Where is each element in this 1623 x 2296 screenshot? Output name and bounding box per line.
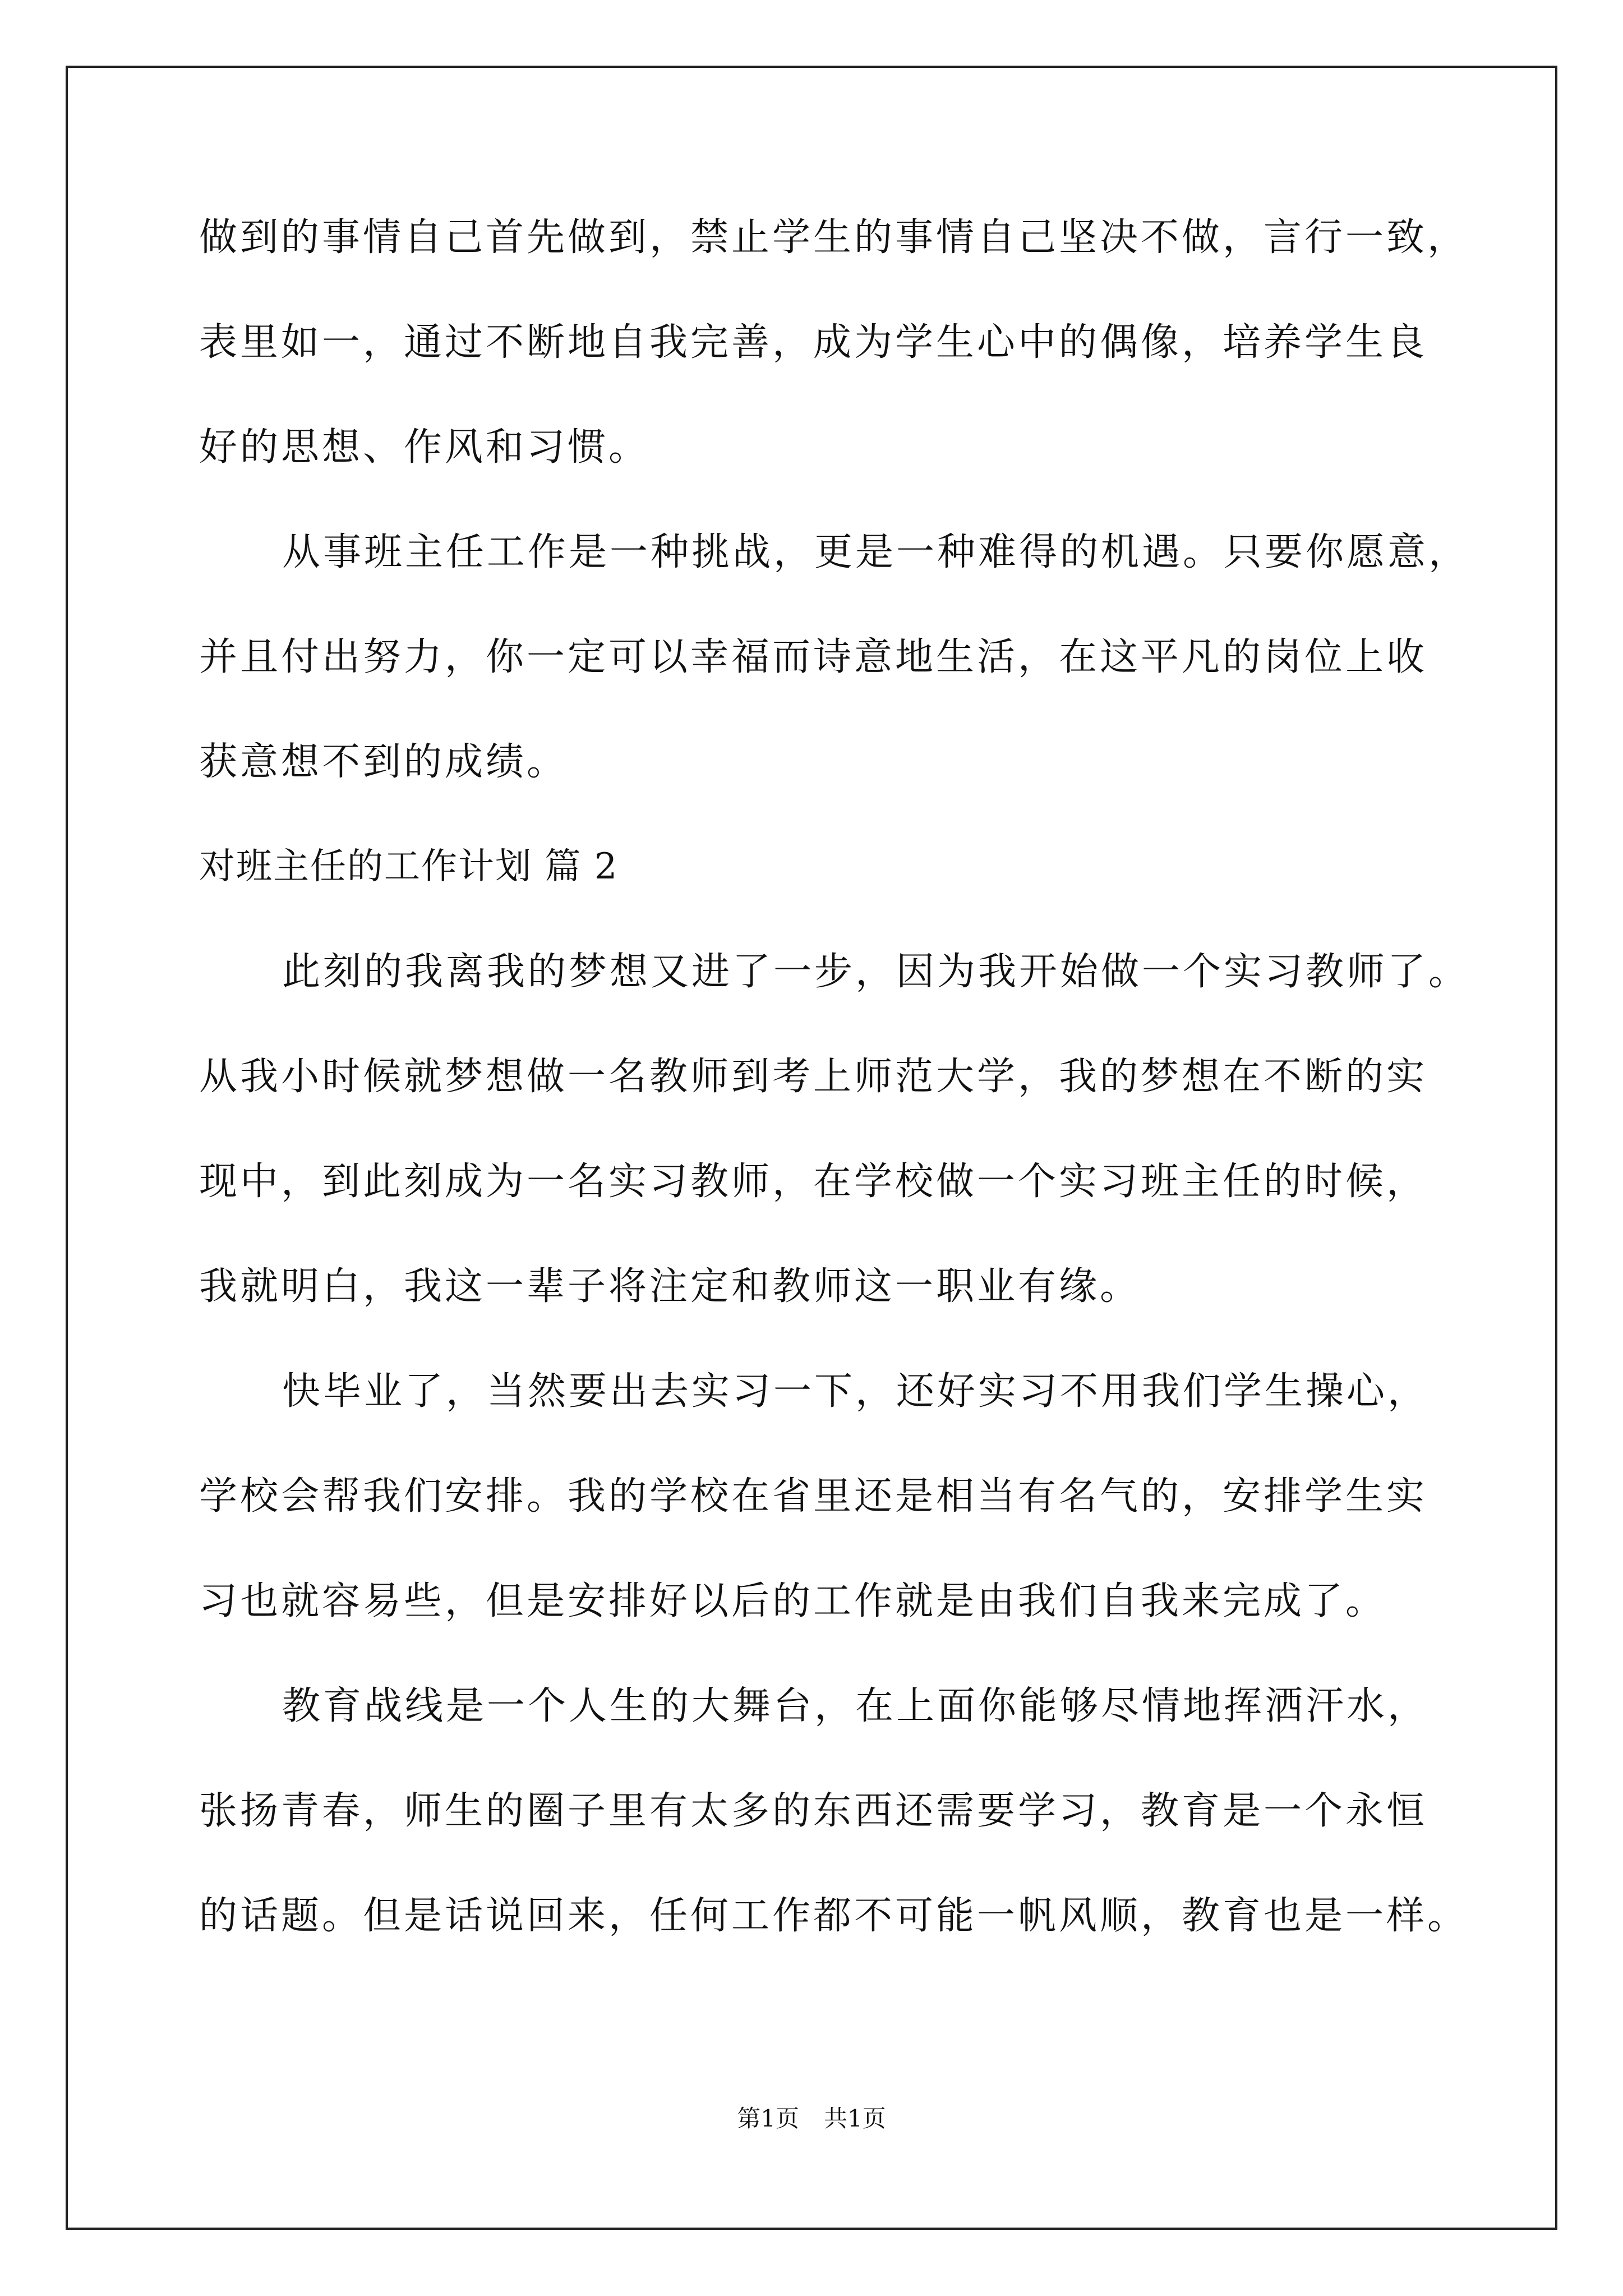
paragraph-line: 获意想不到的成绩。	[199, 740, 568, 784]
paragraph-line: 从我小时候就梦想做一名教师到考上师范大学，我的梦想在不断的实	[199, 1055, 1428, 1099]
page-number: 第1页	[737, 2105, 799, 2132]
paragraph-line: 从事班主任工作是一种挑战，更是一种难得的机遇。只要你愿意，	[282, 530, 1470, 574]
paragraph-line: 快毕业了，当然要出去实习一下，还好实习不用我们学生操心，	[282, 1369, 1429, 1414]
paragraph-line: 并且付出努力，你一定可以幸福而诗意地生活，在这平凡的岗位上收	[199, 635, 1428, 679]
paragraph-line: 做到的事情自己首先做到，禁止学生的事情自己坚决不做，言行一致，	[199, 215, 1469, 260]
paragraph-line: 此刻的我离我的梦想又进了一步，因为我开始做一个实习教师了。	[282, 950, 1470, 994]
paragraph-line: 习也就容易些，但是安排好以后的工作就是由我们自我来完成了。	[199, 1579, 1387, 1623]
document-body	[199, 185, 1470, 1968]
paragraph-line: 我就明白，我这一辈子将注定和教师这一职业有缘。	[199, 1264, 1141, 1309]
page-total: 共1页	[824, 2105, 886, 2132]
paragraph-line: 的话题。但是话说回来，任何工作都不可能一帆风顺，教育也是一样。	[199, 1894, 1469, 1938]
paragraph-line: 好的思想、作风和习惯。	[199, 425, 650, 470]
paragraph-line: 教育战线是一个人生的大舞台，在上面你能够尽情地挥洒汗水，	[282, 1684, 1429, 1728]
section-heading: 对班主任的工作计划 篇 2	[199, 846, 619, 887]
paragraph-line: 学校会帮我们安排。我的学校在省里还是相当有名气的，安排学生实	[199, 1474, 1428, 1519]
paragraph-line: 现中，到此刻成为一名实习教师，在学校做一个实习班主任的时候，	[199, 1159, 1428, 1204]
paragraph-line: 张扬青春，师生的圈子里有太多的东西还需要学习，教育是一个永恒	[199, 1789, 1428, 1833]
paragraph-line: 表里如一，通过不断地自我完善，成为学生心中的偶像，培养学生良	[199, 320, 1428, 365]
page-footer	[0, 2100, 1623, 2134]
